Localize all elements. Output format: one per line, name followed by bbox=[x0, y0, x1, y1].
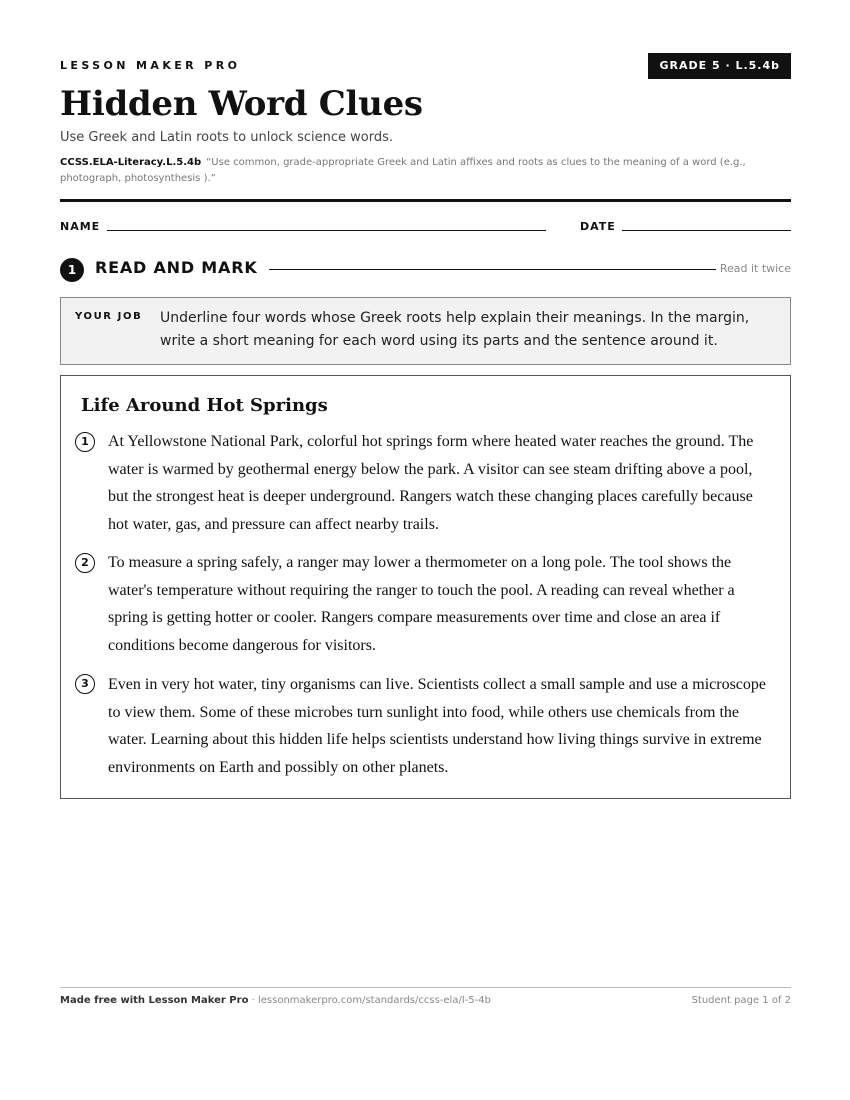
task-instructions: Underline four words whose Greek roots help explain their meanings. In the margin, write a short meaning for each word using its parts and the sentence around it. bbox=[160, 310, 750, 349]
standard-code: CCSS.ELA-Literacy.L.5.4b bbox=[60, 157, 202, 168]
grade-badge: GRADE 5 · L.5.4b bbox=[648, 53, 791, 79]
footer-divider bbox=[60, 987, 791, 988]
section-title: READ AND MARK bbox=[95, 258, 258, 277]
footer-credit bbox=[60, 995, 491, 1006]
paragraph-1[interactable]: At Yellowstone National Park, colorful hot springs form where heated water reaches the ground. The water is warmed by geothermal energy below the park. A visitor can see steam drifting above a pool, but the strongest heat is deeper underground. Rangers watch these changing places carefully because hot water, gas, and pressure can affect nearby trails. bbox=[108, 433, 754, 533]
name-label: NAME bbox=[60, 220, 101, 233]
standard-statement bbox=[60, 155, 791, 187]
paragraph-number-3: 3 bbox=[75, 674, 95, 694]
header-divider bbox=[60, 199, 791, 202]
section-note: Read it twice bbox=[719, 262, 791, 275]
worksheet-page bbox=[60, 0, 791, 1100]
standard-text: “Use common, grade-appropriate Greek and Latin affixes and roots as clues to the meaning of a word (e.g., photograph, photosynthesis ).” bbox=[60, 157, 746, 184]
name-line[interactable] bbox=[107, 230, 546, 231]
reading-passage-box bbox=[60, 375, 791, 799]
paragraph-3[interactable]: Even in very hot water, tiny organisms can live. Scientists collect a small sample and use a microscope to view them. Some of these microbes turn sunlight into food, while others use chemicals from the water. Learning about this hidden life helps scientists understand how living things survive in extreme environments on Earth and possibly on other planets. bbox=[108, 676, 766, 776]
date-label: DATE bbox=[580, 220, 616, 233]
section-number-badge: 1 bbox=[60, 258, 84, 282]
task-box bbox=[60, 297, 791, 365]
section-rule bbox=[269, 269, 716, 270]
brand-name: LESSON MAKER PRO bbox=[60, 59, 241, 72]
date-line[interactable] bbox=[622, 230, 791, 231]
footer-page-number: Student page 1 of 2 bbox=[691, 995, 791, 1006]
footer-separator: · bbox=[248, 995, 258, 1006]
passage-title: Life Around Hot Springs bbox=[81, 395, 328, 416]
paragraph-number-1: 1 bbox=[75, 432, 95, 452]
worksheet-title: Hidden Word Clues bbox=[60, 84, 423, 124]
footer-made-with: Made free with Lesson Maker Pro bbox=[60, 995, 249, 1006]
paragraph-number-2: 2 bbox=[75, 553, 95, 573]
footer-url[interactable]: lessonmakerpro.com/standards/ccss-ela/l-5-4b bbox=[257, 995, 491, 1006]
paragraph-2[interactable]: To measure a spring safely, a ranger may lower a thermometer on a long pole. The tool shows the water's temperature without requiring the ranger to touch the pool. A reading can reveal whether a spring is getting hotter or cooler. Rangers compare measurements over time and close an area if conditions become dangerous for visitors. bbox=[108, 554, 735, 654]
task-label: YOUR JOB bbox=[75, 311, 143, 322]
worksheet-subtitle: Use Greek and Latin roots to unlock science words. bbox=[60, 130, 393, 145]
